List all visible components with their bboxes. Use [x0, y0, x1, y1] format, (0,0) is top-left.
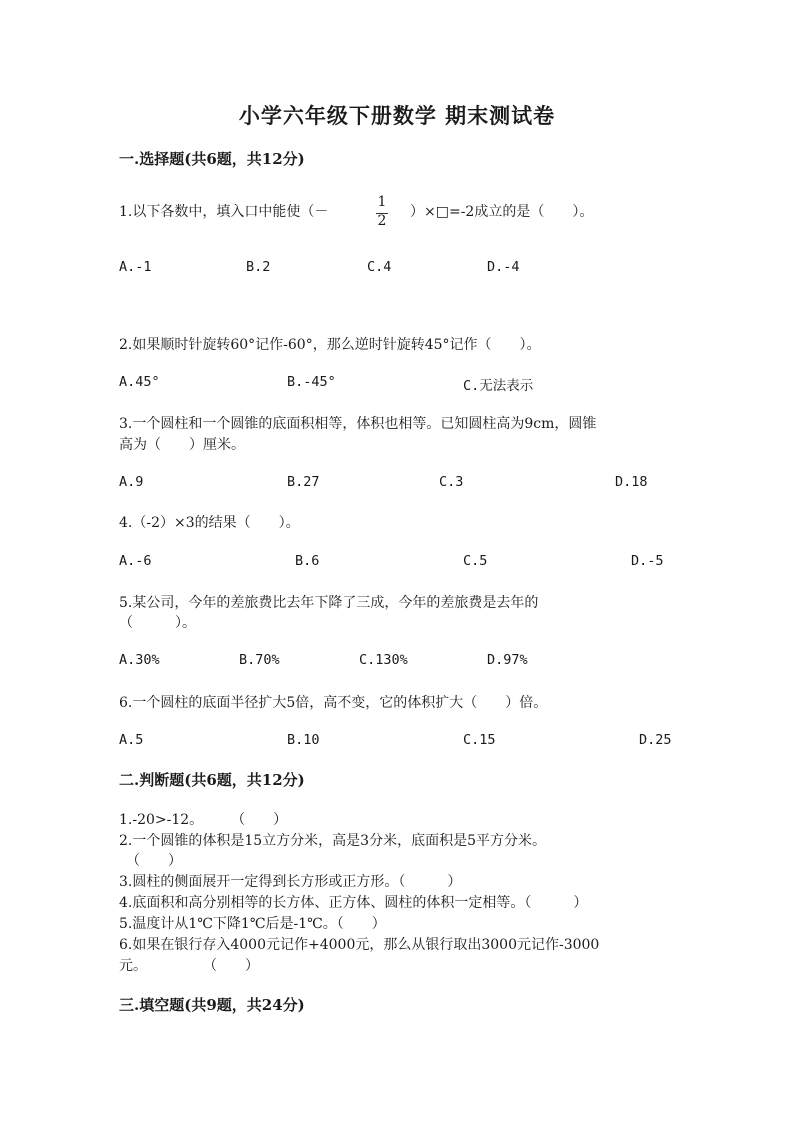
q2-option-b: B.-45° [287, 374, 336, 390]
judge-item-4: 4.底面积和高分别相等的长方体、正方体、圆柱的体积一定相等。（ ） [119, 895, 588, 911]
question-1-text-a: 1.以下各数中，填入口中能使（－ [119, 204, 329, 220]
q3-option-d: D.18 [615, 474, 648, 490]
q3-option-b: B.27 [287, 474, 320, 490]
q3-option-c: C.3 [439, 474, 464, 490]
judge-item-6: 6.如果在银行存入4000元记作+4000元，那么从银行取出3000元记作-3000 [119, 937, 600, 953]
question-5-line-2: （ ）。 [119, 615, 196, 631]
q6-option-a: A.5 [119, 732, 144, 748]
fraction-denominator: 2 [377, 213, 387, 229]
section-heading-choice: 一.选择题(共6题，共12分) [119, 150, 305, 168]
q6-option-b: B.10 [287, 732, 320, 748]
q2-option-a: A.45° [119, 374, 160, 390]
q4-option-d: D.-5 [631, 553, 664, 569]
q5-option-c: C.130% [359, 652, 408, 668]
q1-option-b: B.2 [246, 259, 271, 275]
page-title: 小学六年级下册数学 期末测试卷 [238, 103, 556, 128]
question-3-line-2: 高为（ ）厘米。 [119, 437, 245, 453]
q5-option-d: D.97% [487, 652, 528, 668]
fraction-numerator: 1 [377, 194, 387, 210]
q5-option-a: A.30% [119, 652, 160, 668]
q1-option-a: A.-1 [119, 259, 152, 275]
judge-item-3: 3.圆柱的侧面展开一定得到长方形或正方形。（ ） [119, 874, 462, 890]
judge-item-1: 1.-20>-12。 （ ） [119, 812, 288, 828]
judge-item-6-cont: 元。 （ ） [119, 958, 259, 974]
q4-option-a: A.-6 [119, 553, 152, 569]
q1-option-c: C.4 [367, 259, 392, 275]
question-3-line-1: 3.一个圆柱和一个圆锥的底面积相等，体积也相等。已知圆柱高为9cm，圆锥 [119, 416, 597, 432]
q3-option-a: A.9 [119, 474, 144, 490]
section-heading-judge: 二.判断题(共6题，共12分) [119, 771, 305, 789]
q6-option-d: D.25 [639, 732, 672, 748]
judge-item-5: 5.温度计从1℃下降1℃后是-1℃。（ ） [119, 916, 386, 932]
question-5-line-1: 5.某公司，今年的差旅费比去年下降了三成，今年的差旅费是去年的 [119, 595, 539, 611]
question-1-text-b: ）×□=-2成立的是（ ）。 [410, 204, 594, 220]
judge-item-2-answer: （ ） [119, 853, 182, 869]
section-heading-fill: 三.填空题(共9题，共24分) [119, 996, 305, 1014]
judge-item-2: 2.一个圆锥的体积是15立方分米，高是3分米，底面积是5平方分米。 [119, 833, 546, 849]
q1-option-d: D.-4 [487, 259, 520, 275]
q5-option-b: B.70% [239, 652, 280, 668]
question-4-text: 4.（-2）×3的结果（ ）。 [119, 515, 300, 531]
question-2-text: 2.如果顺时针旋转60°记作-60°，那么逆时针旋转45°记作（ ）。 [119, 337, 541, 353]
q4-option-b: B.6 [295, 553, 320, 569]
question-6-text: 6.一个圆柱的底面半径扩大5倍，高不变，它的体积扩大（ ）倍。 [119, 695, 548, 711]
q6-option-c: C.15 [463, 732, 496, 748]
q2-option-c: C.无法表示 [463, 378, 534, 394]
q4-option-c: C.5 [463, 553, 488, 569]
